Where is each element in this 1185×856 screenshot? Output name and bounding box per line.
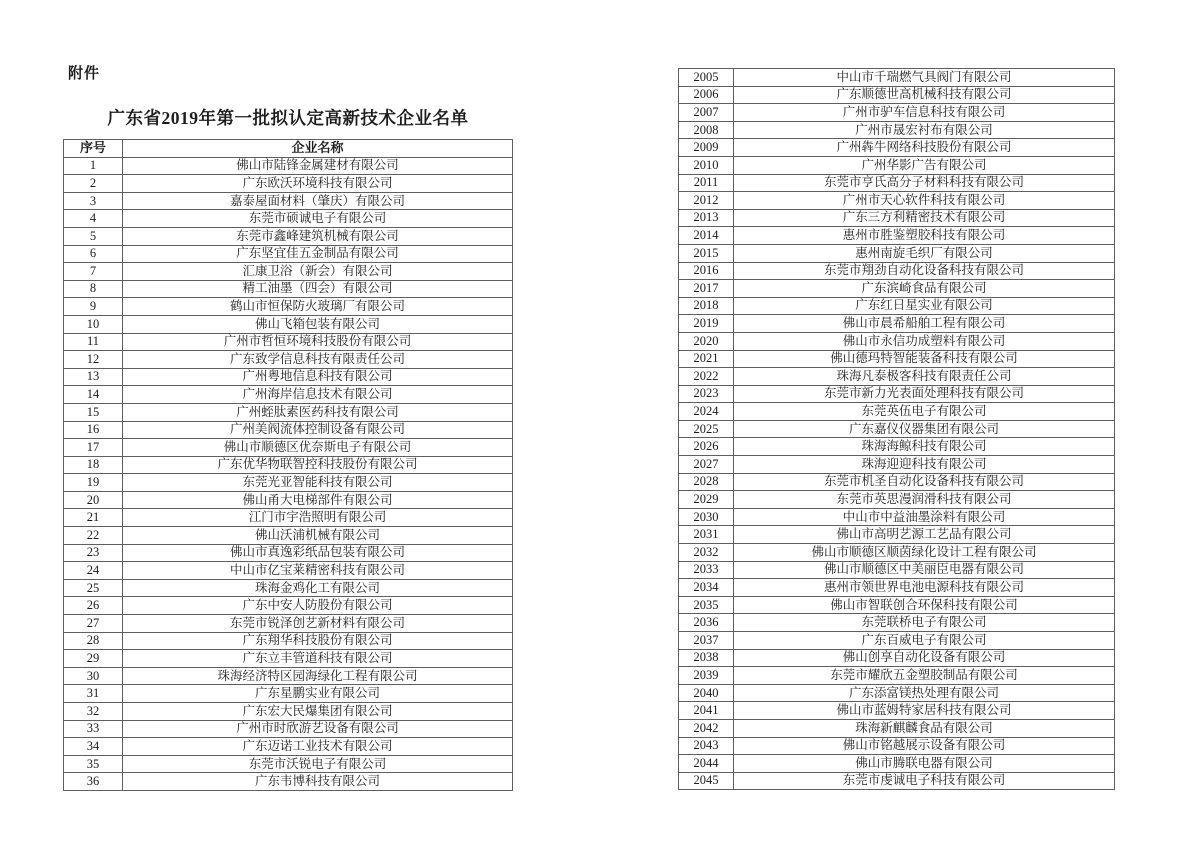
company-name-cell: 广东致学信息科技有限责任公司 [123,351,513,369]
table-row [64,527,513,545]
company-name-cell: 广州美阀流体控制设备有限公司 [123,421,513,439]
row-index-cell: 2035 [679,596,734,614]
table-row [64,491,513,509]
row-index-cell: 31 [64,685,123,703]
table-row [679,244,1115,262]
company-name-cell: 东莞联桥电子有限公司 [734,614,1115,632]
company-name-cell: 广东滨崎食品有限公司 [734,280,1115,298]
table-row [679,280,1115,298]
right-column [678,68,1115,790]
table-row [64,280,513,298]
table-row [64,685,513,703]
left-column [63,55,513,791]
company-name-cell: 江门市宇浩照明有限公司 [123,509,513,527]
company-name-cell: 珠海迎迎科技有限公司 [734,456,1115,474]
company-name-cell: 佛山创享自动化设备有限公司 [734,649,1115,667]
row-index-cell: 2030 [679,508,734,526]
table-row [64,439,513,457]
row-index-cell: 2010 [679,156,734,174]
company-name-cell: 嘉泰屋面材料（肇庆）有限公司 [123,192,513,210]
row-index-cell: 2031 [679,526,734,544]
row-index-cell: 12 [64,351,123,369]
row-index-cell: 2029 [679,491,734,509]
company-name-cell: 广东百威电子有限公司 [734,632,1115,650]
row-index-cell: 14 [64,386,123,404]
table-row [679,755,1115,773]
company-name-cell: 佛山市顺德区中美丽臣电器有限公司 [734,561,1115,579]
row-index-cell: 2020 [679,332,734,350]
table-row [64,403,513,421]
table-row [64,175,513,193]
company-name-cell: 佛山市真逸彩纸品包装有限公司 [123,544,513,562]
row-index-cell: 27 [64,615,123,633]
table-row [679,420,1115,438]
table-row [679,702,1115,720]
table-row [64,368,513,386]
table-row [679,684,1115,702]
table-row [679,227,1115,245]
row-index-cell: 2041 [679,702,734,720]
company-name-cell: 中山市中益油墨涂料有限公司 [734,508,1115,526]
row-index-cell: 2019 [679,315,734,333]
row-index-cell: 24 [64,562,123,580]
row-index-cell: 2022 [679,368,734,386]
company-name-cell: 东莞市硕诚电子有限公司 [123,210,513,228]
table-row [64,315,513,333]
table-row [679,632,1115,650]
table-row [64,386,513,404]
company-name-cell: 广东翔华科技股份有限公司 [123,632,513,650]
row-index-cell: 36 [64,773,123,791]
table-row [679,156,1115,174]
row-index-cell: 35 [64,755,123,773]
table-row [64,474,513,492]
row-index-cell: 2044 [679,755,734,773]
company-name-cell: 广东星鹏实业有限公司 [123,685,513,703]
table-row [679,121,1115,139]
company-name-cell: 东莞市鑫峰建筑机械有限公司 [123,227,513,245]
company-name-cell: 佛山德玛特智能装备科技有限公司 [734,350,1115,368]
company-name-cell: 广东添富镁热处理有限公司 [734,684,1115,702]
table-row [64,615,513,633]
row-index-cell: 26 [64,597,123,615]
row-index-cell: 2033 [679,561,734,579]
table-row [679,297,1115,315]
row-index-cell: 2040 [679,684,734,702]
row-index-cell: 2006 [679,86,734,104]
company-name-cell: 广州粤地信息科技有限公司 [123,368,513,386]
company-name-cell: 精工油墨（四会）有限公司 [123,280,513,298]
company-name-cell: 佛山市永信功成塑料有限公司 [734,332,1115,350]
row-index-cell: 2021 [679,350,734,368]
table-row [64,351,513,369]
row-index-cell: 2007 [679,104,734,122]
company-name-cell: 广东嘉仪仪器集团有限公司 [734,420,1115,438]
row-index-cell: 10 [64,315,123,333]
row-index-cell: 4 [64,210,123,228]
table-row [64,227,513,245]
company-name-cell: 广东韦博科技有限公司 [123,773,513,791]
row-index-cell: 3 [64,192,123,210]
table-row [679,719,1115,737]
row-index-cell: 8 [64,280,123,298]
company-name-cell: 广东迈诺工业技术有限公司 [123,738,513,756]
company-name-cell: 广州市驴车信息科技有限公司 [734,104,1115,122]
table-row [64,738,513,756]
row-index-cell: 2025 [679,420,734,438]
company-name-cell: 东莞市英思漫润滑科技有限公司 [734,491,1115,509]
company-name-cell: 广东立丰管道科技有限公司 [123,650,513,668]
company-name-cell: 佛山市顺德区优奈斯电子有限公司 [123,439,513,457]
company-name-cell: 珠海金鸡化工有限公司 [123,579,513,597]
table-row [679,614,1115,632]
company-name-cell: 广东顺德世高机械科技有限公司 [734,86,1115,104]
table-row [64,597,513,615]
company-name-cell: 广州海岸信息技术有限公司 [123,386,513,404]
row-index-cell: 34 [64,738,123,756]
table-row [64,562,513,580]
table-row [64,157,513,175]
row-index-cell: 2036 [679,614,734,632]
company-name-cell: 广州市哲恒环境科技股份有限公司 [123,333,513,351]
table-row [679,596,1115,614]
company-name-cell: 广东宏大民爆集团有限公司 [123,703,513,721]
company-name-cell: 广东红日星实业有限公司 [734,297,1115,315]
company-name-cell: 东莞市亨氏高分子材料科技有限公司 [734,174,1115,192]
company-name-cell: 佛山市蓝姆特家居科技有限公司 [734,702,1115,720]
table-row [679,544,1115,562]
company-name-cell: 广州华影广告有限公司 [734,156,1115,174]
row-index-cell: 6 [64,245,123,263]
company-name-cell: 佛山市顺德区顺茵绿化设计工程有限公司 [734,544,1115,562]
table-row [679,491,1115,509]
company-name-cell: 珠海经济特区园海绿化工程有限公司 [123,667,513,685]
company-name-cell: 广东欧沃环境科技有限公司 [123,175,513,193]
table-row [64,210,513,228]
company-name-cell: 佛山市晨希船舶工程有限公司 [734,315,1115,333]
table-row [64,263,513,281]
table-row [679,526,1115,544]
row-index-cell: 16 [64,421,123,439]
table-row [679,385,1115,403]
table-row [679,772,1115,790]
table-body-left [64,157,513,790]
company-name-cell: 佛山市陆锋金属建材有限公司 [123,157,513,175]
row-index-cell: 2008 [679,121,734,139]
row-index-cell: 1 [64,157,123,175]
table-row [64,421,513,439]
table-row [679,104,1115,122]
row-index-cell: 2037 [679,632,734,650]
row-index-cell: 2012 [679,192,734,210]
row-index-cell: 13 [64,368,123,386]
table-row [679,332,1115,350]
row-index-cell: 2045 [679,772,734,790]
company-name-cell: 佛山市智联创合环保科技有限公司 [734,596,1115,614]
company-name-cell: 东莞市翔劲自动化设备科技有限公司 [734,262,1115,280]
row-index-cell: 9 [64,298,123,316]
row-index-cell: 7 [64,263,123,281]
row-index-cell: 2016 [679,262,734,280]
row-index-cell: 2026 [679,438,734,456]
row-index-cell: 33 [64,720,123,738]
table-row [679,350,1115,368]
table-row [64,755,513,773]
company-name-cell: 珠海海鲸科技有限公司 [734,438,1115,456]
table-row [64,298,513,316]
row-index-cell: 25 [64,579,123,597]
company-name-cell: 东莞市虔诚电子科技有限公司 [734,772,1115,790]
row-index-cell: 2014 [679,227,734,245]
row-index-cell: 2013 [679,209,734,227]
table-row [64,509,513,527]
company-name-cell: 广东三方利精密技术有限公司 [734,209,1115,227]
table-row [64,544,513,562]
table-row [679,209,1115,227]
row-index-cell: 2032 [679,544,734,562]
table-row [64,632,513,650]
table-row [679,315,1115,333]
table-row [679,667,1115,685]
row-index-cell: 2039 [679,667,734,685]
company-name-cell: 东莞市耀欣五金塑胶制品有限公司 [734,667,1115,685]
table-row [679,561,1115,579]
row-index-cell: 11 [64,333,123,351]
attachment-label: 附件 [68,66,101,82]
table-row [64,703,513,721]
row-index-cell: 17 [64,439,123,457]
company-name-cell: 佛山沃浦机械有限公司 [123,527,513,545]
table-body-right [679,69,1115,790]
row-index-cell: 22 [64,527,123,545]
table-row [679,403,1115,421]
table-row [64,773,513,791]
row-index-cell: 28 [64,632,123,650]
company-name-cell: 佛山市铭越展示设备有限公司 [734,737,1115,755]
company-name-cell: 中山市亿宝莱精密科技有限公司 [123,562,513,580]
row-index-cell: 18 [64,456,123,474]
table-row [64,650,513,668]
row-index-cell: 2024 [679,403,734,421]
company-name-cell: 中山市千瑞燃气具阀门有限公司 [734,69,1115,87]
table-row [679,649,1115,667]
row-index-cell: 21 [64,509,123,527]
row-index-cell: 2027 [679,456,734,474]
row-index-cell: 2015 [679,244,734,262]
company-name-cell: 广州犇牛网络科技股份有限公司 [734,139,1115,157]
row-index-cell: 2009 [679,139,734,157]
row-index-cell: 15 [64,403,123,421]
company-name-cell: 广东优华物联智控科技股份有限公司 [123,456,513,474]
page-title: 广东省2019年第一批拟认定高新技术企业名单 [107,108,469,128]
table-row [679,86,1115,104]
column-header-index: 序号 [64,140,123,158]
company-name-cell: 惠州市胜鉴塑胶科技有限公司 [734,227,1115,245]
table-row [64,667,513,685]
table-row [679,737,1115,755]
company-name-cell: 佛山市高明艺源工艺品有限公司 [734,526,1115,544]
table-row [679,174,1115,192]
company-name-cell: 广州市天心软件科技有限公司 [734,192,1115,210]
table-row [64,333,513,351]
row-index-cell: 20 [64,491,123,509]
column-header-name: 企业名称 [123,140,513,158]
company-name-cell: 广东坚宜佳五金制品有限公司 [123,245,513,263]
company-name-cell: 东莞英伍电子有限公司 [734,403,1115,421]
row-index-cell: 5 [64,227,123,245]
enterprise-table-right [678,68,1115,790]
row-index-cell: 2005 [679,69,734,87]
table-row [679,473,1115,491]
table-row [679,508,1115,526]
company-name-cell: 东莞光亚智能科技有限公司 [123,474,513,492]
company-name-cell: 东莞市锐泽创艺新材料有限公司 [123,615,513,633]
table-row [679,262,1115,280]
table-row [679,139,1115,157]
row-index-cell: 2028 [679,473,734,491]
table-row [64,720,513,738]
table-row [679,438,1115,456]
company-name-cell: 东莞市沃锐电子有限公司 [123,755,513,773]
row-index-cell: 2017 [679,280,734,298]
company-name-cell: 广东中安人防股份有限公司 [123,597,513,615]
row-index-cell: 2011 [679,174,734,192]
row-index-cell: 29 [64,650,123,668]
table-row [64,192,513,210]
company-name-cell: 广州蛭肽素医药科技有限公司 [123,403,513,421]
company-name-cell: 鹤山市恒保防火玻璃厂有限公司 [123,298,513,316]
row-index-cell: 30 [64,667,123,685]
table-header-row [64,140,513,158]
row-index-cell: 2034 [679,579,734,597]
table-row [679,579,1115,597]
table-row [679,456,1115,474]
row-index-cell: 2038 [679,649,734,667]
row-index-cell: 23 [64,544,123,562]
enterprise-table-left [63,139,513,791]
company-name-cell: 惠州南旋毛织厂有限公司 [734,244,1115,262]
row-index-cell: 2018 [679,297,734,315]
table-row [64,579,513,597]
company-name-cell: 佛山飞箱包装有限公司 [123,315,513,333]
table-row [679,192,1115,210]
table-row [64,456,513,474]
table-row [679,69,1115,87]
company-name-cell: 广州市时欣游艺设备有限公司 [123,720,513,738]
company-name-cell: 东莞市机圣自动化设备科技有限公司 [734,473,1115,491]
table-row [679,368,1115,386]
row-index-cell: 2023 [679,385,734,403]
company-name-cell: 汇康卫浴（新会）有限公司 [123,263,513,281]
company-name-cell: 东莞市新力光表面处理科技有限公司 [734,385,1115,403]
row-index-cell: 32 [64,703,123,721]
row-index-cell: 2042 [679,719,734,737]
company-name-cell: 佛山甬大电梯部件有限公司 [123,491,513,509]
row-index-cell: 2043 [679,737,734,755]
company-name-cell: 佛山市腾联电器有限公司 [734,755,1115,773]
row-index-cell: 2 [64,175,123,193]
company-name-cell: 惠州市领世界电池电源科技有限公司 [734,579,1115,597]
row-index-cell: 19 [64,474,123,492]
table-row [64,245,513,263]
company-name-cell: 珠海新麒麟食品有限公司 [734,719,1115,737]
company-name-cell: 广州市晟宏衬布有限公司 [734,121,1115,139]
company-name-cell: 珠海凡泰极客科技有限责任公司 [734,368,1115,386]
